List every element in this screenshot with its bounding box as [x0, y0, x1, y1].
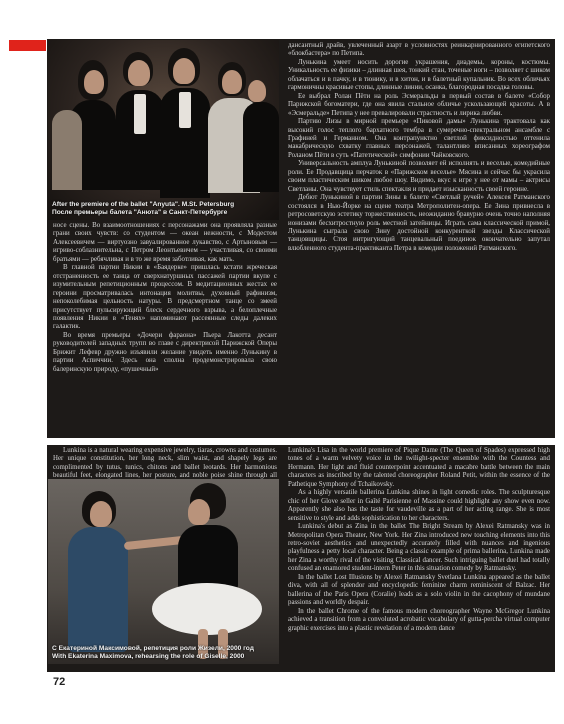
russian-right-column — [288, 42, 550, 253]
ru-left-paragraph-1: носе сцены. Во взаимоотношениях с персонажами она проявляла разные грани своих чувств: со студентом — океан нежности, с Модестом Алексеевичем — виртуозно завуалированное лукавство, с Артыновым — игриво-соблазнительна, с Петром Леонтьевичем — участливая, со своими братьями — ребячливая и в то же время заботливая, как мать. — [53, 222, 277, 263]
premiere-group-photo — [48, 40, 279, 220]
ru-right-paragraph-5: Универсальность амплуа Лунькиной позволяет ей исполнять и веселые, комедийные роли. Ее Продавщица перчаток в «Парижском веселье» Мясина и сейчас бы украсила своим пластическим шиком любое шоу. Видимо, вкус к игре у нее от мамы – актрисы Светланы. Она чувствует стиль спектакля и придает изысканность своей героине. — [288, 160, 550, 193]
ru-left-paragraph-3: Во время премьеры «Дочери фараона» Пьера Лакотта десант руководителей западных трупп во главе с директрисой Парижской Оперы Брижит Лефевр дружно изъявили желание увидеть именно Лунькину в партии Аспиччии. Здесь она сполна продемонстрировала свою балеринскую природу, «пушечный» — [53, 331, 277, 373]
en-right-paragraph-5: In the ballet Chrome of the famous modern choreographer Wayne McGregor Lunkina achieved a transition from a convoluted acrobatic vocabulary of gutta-percha virtual computer graphic exercises into a plastic revelation of a modern dance — [288, 607, 550, 632]
ru-left-paragraph-2: В главной партии Никии в «Баядерке» пришлась кстати жреческая отстраненность ее танца от сверхнатуршных пассажей партии вкупе с изумительным репетиционным процессом. В медитационных жестах ее героини просматривалась интонация молитвы, духовный рафинизм, непоколебимая цельность натуры. В предсмертном танце со змеей присутствует пульсирующий блеск сердечного взрыва, а белоплечные появления Никии в «Тенях» напоминают рассеянные следы далеких галактик. — [53, 264, 277, 331]
bottom-photo-caption: С Екатериной Максимовой, репетиция роли Жизели, 2000 год With Ekaterina Maximova, rehearsing the role of Giselle, 2000 — [52, 645, 254, 660]
english-right-column — [288, 447, 550, 633]
en-right-paragraph-2: As a highly versatile ballerina Lunkina shines in light comedic roles. The sculpturesque chic of her Glove seller in Gaîté Parisienne of Massine could highlight any show even now. Apparently she also has the taste for vaudeville as a part of her acting range. She is most sensitive to style and adds sophistication to her characters. — [288, 489, 550, 522]
ru-right-paragraph-4: Партию Лизы в мирной премьере «Пиковой дамы» Лунькина трактовала как высокий голос теплого бархатного тембра в сумеречно-спектральном ансамбле с Графиней и Германном. Она контрапунктно светлой фиксидностью оттенила макабрическую схватку главных персонажей, талантливо вписанных хореографом Роланом Пёти в суть «Патетической» симфонии Чайковского. — [288, 118, 550, 159]
ru-right-paragraph-3: Ее выбрал Ролан Пёти на роль Эсмеральды в первый состав в балете «Собор Парижской богоматери, где она явила стальное обличье ускользающей красоты. А в «Эсмеральде» Петипа у нее превалировали страстность и лирика любви. — [288, 92, 550, 117]
russian-left-column — [53, 222, 277, 374]
rehearsal-photo — [48, 479, 279, 664]
en-right-paragraph-4: In the ballet Lost Illusions by Alexei Ratmansky Svetlana Lunkina appeared as the ballet diva, with all of splendor and encyclopedic feminine charm reminiscent of Balzac. Her ballerina of the Paris Opera (Coralie) leads as a solo violin in the cacophony of mundane passions and worldly despair. — [288, 573, 550, 607]
panel-divider — [47, 438, 555, 445]
en-left-paragraph-1: Lunkina is a natural wearing expensive jewelry, tiaras, crowns and costumes. Her unique constitution, her long neck, slim waist, and shapely legs are complimented by tutus, tunics, chitons and ballet leotards. Her harmonious beautiful feet, elongated lines, her posture, and noble poise shine through all — [53, 447, 277, 480]
ru-right-paragraph-6: Дебют Лунькиной в партии Зины в балете «Светлый ручей» Алексея Ратманского состоялся в Нью-Йорке на сцене театра Метрополитен-опера. Ее Зина привнесла в ретросоветскую эстетику торжественность, неожиданно бравурно очень точно наполняя ионизами бесхитростную роль местной затейницы. Играть сама классической примой, Лунькина сыграла свою Зину достойной конкуренткой звезды Классической танцовщицы. Стоя интригующий танцевальный поединок окончательно запутал влюбленного студента-практиканта Петра в комедии положений Ратманского. — [288, 194, 550, 252]
ru-right-paragraph-1: дансантный драйв, увлеченный азарт в условностях реинкарнированного египетского «блокбастера» по Петипа. — [288, 42, 550, 58]
en-right-paragraph-1: Lunkina's Lisa in the world premiere of Pique Dame (The Queen of Spades) expressed high tones of a warm velvety voice in the twilight-specter ensemble with the Countess and Hermann. Her light and fluid counterpoint accentuated a macabre battle between the main characters as inscribed by the talented choreographer Roland Petit, within the essence of the Pathetique Symphony of Tchaikovsky. — [288, 447, 550, 488]
ru-right-paragraph-2: Лунькина умеет носить дорогие украшения, диадемы, короны, костюмы. Уникальность ее физики – длинная шея, тонкий стан, точеные ноги – позволяет с шиком облачаться и в пачку, и в тюнику, и в хитон, и в балетный купальник. Во всех обличьях гармоничны красивые стопы, длинные линии, осанка, благородная посадка головы. — [288, 58, 550, 92]
top-photo-caption: After the premiere of the ballet "Anyuta". M.St. Petersburg После премьеры балета "Анюта" в Санкт-Петербурге — [52, 201, 235, 216]
page-number: 72 — [53, 676, 66, 688]
red-section-marker — [9, 40, 46, 51]
en-right-paragraph-3: Lunkina's debut as Zina in the ballet The Bright Stream by Alexei Ratmansky was in Metropolitan Opera Theater, New York. Her Zina introduced new touching elements into this retro-soviet aesthetics and unexpectedly accurately filled with nuances and ingenious playfulness a petty local character. Being a classic example of prima ballerina, Lunkina made her Zina a worthy rival of the visiting Classical dancer. Such intriguing ballet duel had totally confused an enamored student-intern Peter in this situation comedy by Ratmansky. — [288, 523, 550, 573]
